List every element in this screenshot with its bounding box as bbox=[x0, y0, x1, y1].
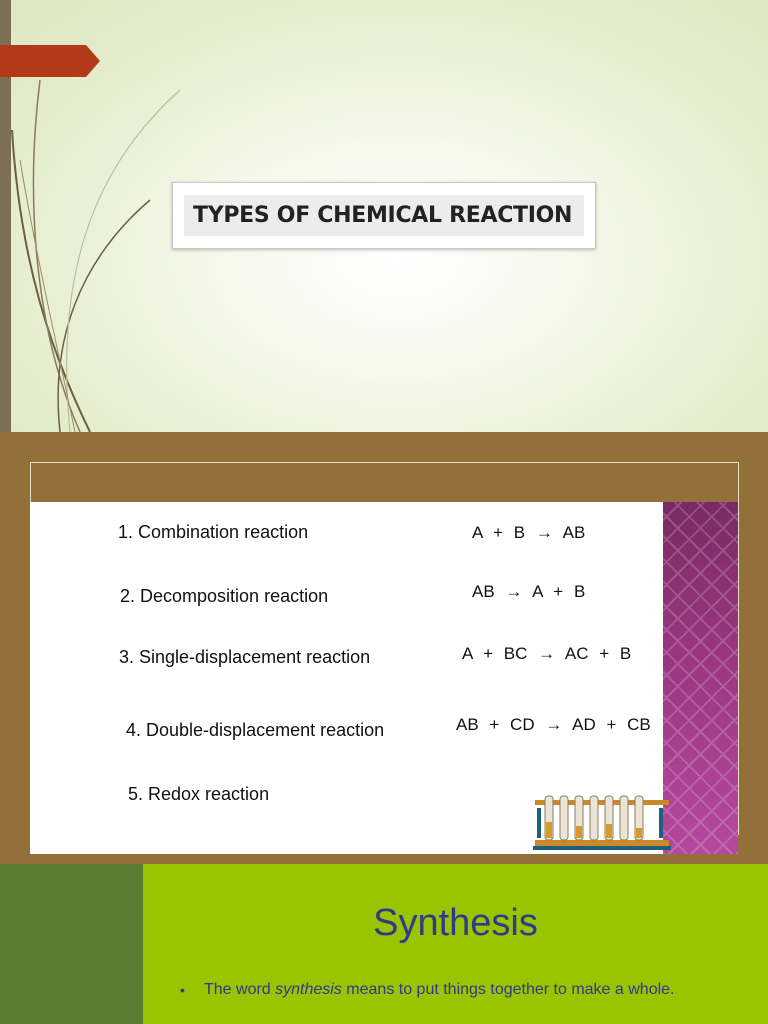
title-slide bbox=[0, 0, 768, 432]
test-tube-rack-icon bbox=[531, 794, 673, 852]
bullet-text-post: means to put things together to make a whole. bbox=[341, 981, 675, 998]
slide-title: TYPES OF CHEMICAL REACTION bbox=[184, 195, 584, 236]
bullet-text-pre: The word bbox=[204, 981, 276, 998]
title-box bbox=[172, 182, 596, 249]
reaction-equation-decomposition: AB → A + B bbox=[472, 582, 586, 601]
bullet-text-emphasis: synthesis bbox=[275, 981, 342, 998]
reaction-item-combination: 1. Combination reaction bbox=[118, 522, 309, 542]
synthesis-title: Synthesis bbox=[373, 902, 538, 944]
synthesis-bullet bbox=[204, 981, 674, 999]
reaction-item-single-displacement: 3. Single-displacement reaction bbox=[119, 647, 371, 667]
synthesis-slide bbox=[0, 864, 768, 1024]
slide-accent-tab bbox=[0, 45, 100, 77]
decorative-pattern bbox=[663, 502, 738, 854]
reaction-equation-single-displacement: A + BC → AC + B bbox=[462, 644, 632, 663]
reaction-list-slide bbox=[0, 432, 768, 864]
bullet-icon: • bbox=[180, 982, 185, 998]
slide-side-panel bbox=[0, 864, 143, 1024]
reaction-equation-combination: A + B → AB bbox=[472, 523, 586, 542]
reaction-item-decomposition: 2. Decomposition reaction bbox=[120, 586, 329, 606]
reaction-equation-double-displacement: AB + CD → AD + CB bbox=[456, 715, 651, 734]
reaction-item-double-displacement: 4. Double-displacement reaction bbox=[126, 720, 385, 740]
reaction-item-redox: 5. Redox reaction bbox=[128, 784, 270, 804]
